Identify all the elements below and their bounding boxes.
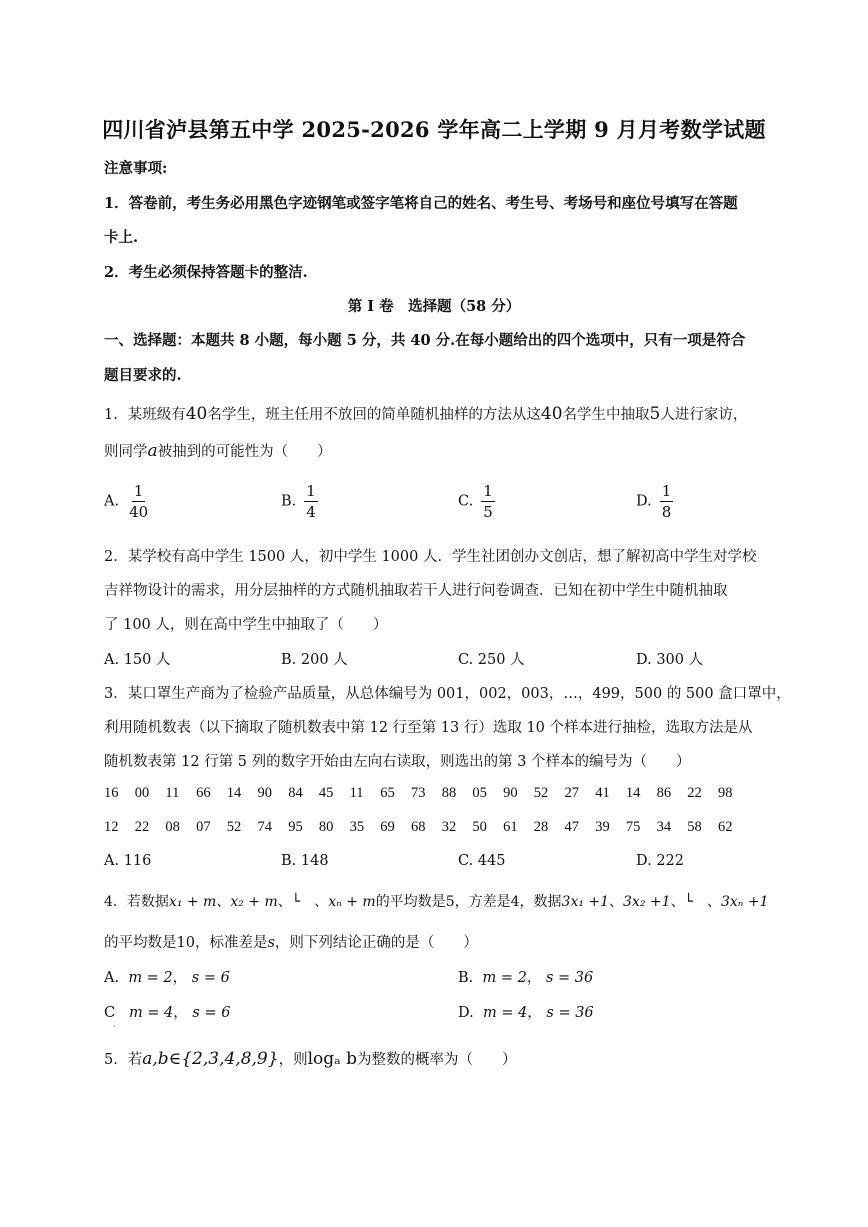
q3-stem-line-3: 随机数表第 12 行第 5 列的数字开始由左向右读取，则选出的第 3 个样本的编号为（ ） [104, 754, 691, 770]
q2-option-d: D. 300 人 [636, 652, 704, 668]
math-expression: m = 2 [482, 970, 527, 986]
math-expression: 3x₂ +1 [623, 894, 671, 910]
q3-option-d: D. 222 [636, 853, 685, 869]
random-table-cell: 65 [380, 785, 395, 801]
q2-option-c: C. 250 人 [458, 652, 525, 668]
random-table-cell: 35 [349, 819, 365, 835]
math-expression: s = 36 [545, 970, 594, 986]
random-table-cell: 61 [503, 819, 518, 835]
q1-text: 1．某班级有 [104, 407, 186, 423]
denominator: 4 [306, 503, 316, 521]
fraction [660, 481, 674, 522]
q1-text: 名学生中抽取 [562, 407, 650, 423]
denominator: 8 [661, 503, 672, 521]
q4-text: ，数据 [519, 894, 562, 910]
random-table-cell: 34 [656, 819, 672, 835]
math-expression: m = 4 [482, 1005, 528, 1021]
q4-text: ，则下列结论正确的是（ ） [274, 935, 478, 951]
math-number: 10 [176, 935, 195, 951]
q4-text: ，标准差是 [194, 935, 268, 951]
random-table-cell: 14 [625, 785, 641, 801]
q2-option-a: A. 150 人 [104, 652, 171, 668]
q4-option-b: B. m = 2， s = 36 [458, 970, 594, 986]
q2-stem-line-3: 了 100 人，则在高中学生中抽取了（ ） [104, 617, 388, 633]
math-expression: x₁ + m [168, 894, 217, 910]
math-variable: s [267, 935, 275, 951]
stray-dot-mark: · [113, 1022, 116, 1031]
random-table-cell: 14 [226, 785, 242, 801]
q1-variable: a [147, 441, 158, 461]
denominator: 40 [129, 503, 149, 521]
math-number: 4 [510, 894, 520, 910]
part1-instructions-line-1: 一、选择题：本题共 8 小题，每小题 5 分，共 40 分.在每小题给出的四个选项中，只有一项是符合 [104, 332, 746, 349]
q1-number: 40 [540, 404, 563, 424]
math-number: 5 [445, 894, 455, 910]
random-table-cell: 98 [718, 785, 733, 801]
q3-stem-line-2: 利用随机数表（以下摘取了随机数表中第 12 行至第 13 行）选取 10 个样本进行抽检，选取方法是从 [104, 720, 753, 736]
random-table-cell: 66 [196, 785, 211, 801]
q4-stem-line-2 [104, 931, 478, 952]
q4-text: 、 [609, 894, 624, 910]
part1-instructions-line-2: 题目要求的. [104, 367, 182, 384]
random-table-cell: 08 [165, 819, 180, 835]
numerator: 1 [306, 482, 316, 500]
numerator: 1 [661, 482, 672, 500]
math-expression: m = 2 [128, 970, 173, 986]
random-table-cell: 12 [104, 819, 119, 835]
math-expression: 3x₁ +1 [561, 894, 610, 910]
random-table-cell: 45 [318, 785, 334, 801]
numerator: 1 [133, 482, 144, 500]
random-table-cell: 52 [533, 785, 549, 801]
q3-option-c: C. 445 [458, 853, 506, 869]
q3-option-b: B. 148 [281, 853, 329, 869]
q4-text: 、└ 、 [670, 894, 721, 910]
fraction [304, 481, 318, 522]
random-table-cell: 86 [656, 785, 672, 801]
random-table-cell: 41 [595, 785, 610, 801]
random-table-cell: 90 [503, 785, 518, 801]
random-table-cell: 28 [533, 819, 549, 835]
option-label: C. [458, 493, 474, 510]
notice-item-2: 2．考生必须保持答题卡的整洁. [104, 264, 308, 281]
q2-option-b: B. 200 人 [281, 652, 348, 668]
option-label: C [104, 1005, 116, 1021]
random-table-cell: 90 [257, 785, 272, 801]
q4-stem-line-1 [104, 891, 769, 911]
option-label: B. [458, 970, 474, 986]
notice-item-1-line-2: 卡上. [104, 229, 139, 246]
math-expression: a,b∈{2,3,4,8,9} [142, 1049, 279, 1069]
random-table-cell: 22 [134, 819, 150, 835]
q1-number: 40 [185, 404, 208, 424]
random-table-cell: 11 [165, 785, 180, 801]
math-expression: xₙ + m [328, 894, 376, 910]
section-title: 第 I 卷 选择题（58 分） [347, 298, 521, 315]
math-expression: s = 6 [191, 970, 230, 986]
math-expression: 3xₙ +1 [721, 894, 769, 910]
notice-item-1-line-1: 1．答卷前，考生务必用黑色字迹钢笔或签字笔将自己的姓名、考生号、考场号和座位号填写在答题 [104, 195, 738, 212]
q5-text: 为整数的概率为（ ） [356, 1052, 517, 1068]
numerator: 1 [483, 482, 493, 500]
q4-option-a: A. m = 2， s = 6 [104, 970, 230, 986]
random-table-cell: 16 [104, 785, 119, 801]
random-table-cell: 07 [196, 819, 211, 835]
q3-stem-line-1: 3．某口罩生产商为了检验产品质量，从总体编号为 001，002，003，…，499，500 的 500 盒口罩中， [104, 686, 791, 702]
q1-text: 名学生，班主任用不放回的简单随机抽样的方法从这 [207, 407, 541, 423]
q1-number: 5 [649, 404, 661, 424]
random-table-cell: 75 [625, 819, 641, 835]
random-table-cell: 27 [564, 785, 579, 801]
math-expression: s = 6 [192, 1005, 231, 1021]
random-table-cell: 80 [318, 819, 334, 835]
random-table-cell: 84 [288, 785, 303, 801]
page-title: 四川省泸县第五中学 2025-2026 学年高二上学期 9 月月考数学试题 [102, 117, 766, 142]
random-table-cell: 50 [472, 819, 487, 835]
q4-text: ，方差是 [454, 894, 511, 910]
option-label: D. [458, 1005, 474, 1021]
random-table-cell: 88 [441, 785, 457, 801]
q1-option-b [281, 481, 318, 522]
math-expression: x₂ + m [230, 894, 278, 910]
q4-option-d: D. m = 4， s = 36 [458, 1005, 594, 1021]
q5-text: ，则 [278, 1052, 308, 1068]
random-table-cell: 62 [718, 819, 733, 835]
random-table-cell: 39 [595, 819, 610, 835]
q1-text: 则同学 [104, 444, 148, 460]
math-expression: m = 4 [128, 1005, 174, 1021]
option-label: B. [281, 493, 297, 510]
random-table-cell: 05 [472, 785, 487, 801]
random-table-cell: 58 [687, 819, 702, 835]
q5-text: 5．若 [104, 1052, 143, 1068]
q4-text: 、└ 、 [277, 894, 329, 910]
q4-text: 、 [216, 894, 231, 910]
q2-stem-line-2: 吉祥物设计的需求，用分层抽样的方式随机抽取若干人进行问卷调查．已知在初中学生中随机抽取 [104, 583, 728, 599]
option-label: A. [104, 970, 120, 986]
q1-text: 被抽到的可能性为（ ） [157, 444, 332, 460]
random-table-cell: 52 [226, 819, 242, 835]
q2-stem-line-1: 2．某学校有高中学生 1500 人，初中学生 1000 人．学生社团创办文创店，想了解初高中学生对学校 [104, 549, 757, 565]
random-table-cell: 95 [288, 819, 303, 835]
option-label: D. [636, 493, 652, 510]
random-table-cell: 11 [349, 785, 364, 801]
q5-stem [104, 1048, 516, 1069]
fraction [481, 481, 495, 522]
fraction [127, 481, 150, 522]
q1-option-c [458, 481, 495, 522]
q1-option-a [104, 481, 150, 522]
random-table-cell: 00 [134, 785, 150, 801]
random-table-cell: 22 [687, 785, 702, 801]
q4-text: 4．若数据 [104, 894, 169, 910]
q1-text: 人进行家访， [660, 407, 748, 423]
math-expression: s = 36 [546, 1005, 594, 1021]
random-table-cell: 32 [441, 819, 457, 835]
q3-option-a: A. 116 [104, 853, 152, 869]
random-table-cell: 69 [380, 819, 395, 835]
q4-option-c: C m = 4， s = 6 [104, 1005, 231, 1021]
q4-text: 的平均数是 [375, 894, 446, 910]
math-expression: logₐ b [307, 1049, 357, 1069]
q1-stem-line-2 [104, 440, 332, 461]
random-table-cell: 68 [411, 819, 426, 835]
q1-option-d [636, 481, 673, 522]
random-table-cell: 74 [257, 819, 272, 835]
random-table-cell: 47 [564, 819, 579, 835]
random-table-cell: 73 [411, 785, 426, 801]
q4-text: 的平均数是 [104, 935, 177, 951]
option-label: A. [104, 493, 120, 510]
q1-stem-line-1 [104, 403, 747, 424]
notice-heading: 注意事项: [104, 160, 168, 177]
denominator: 5 [483, 503, 493, 521]
